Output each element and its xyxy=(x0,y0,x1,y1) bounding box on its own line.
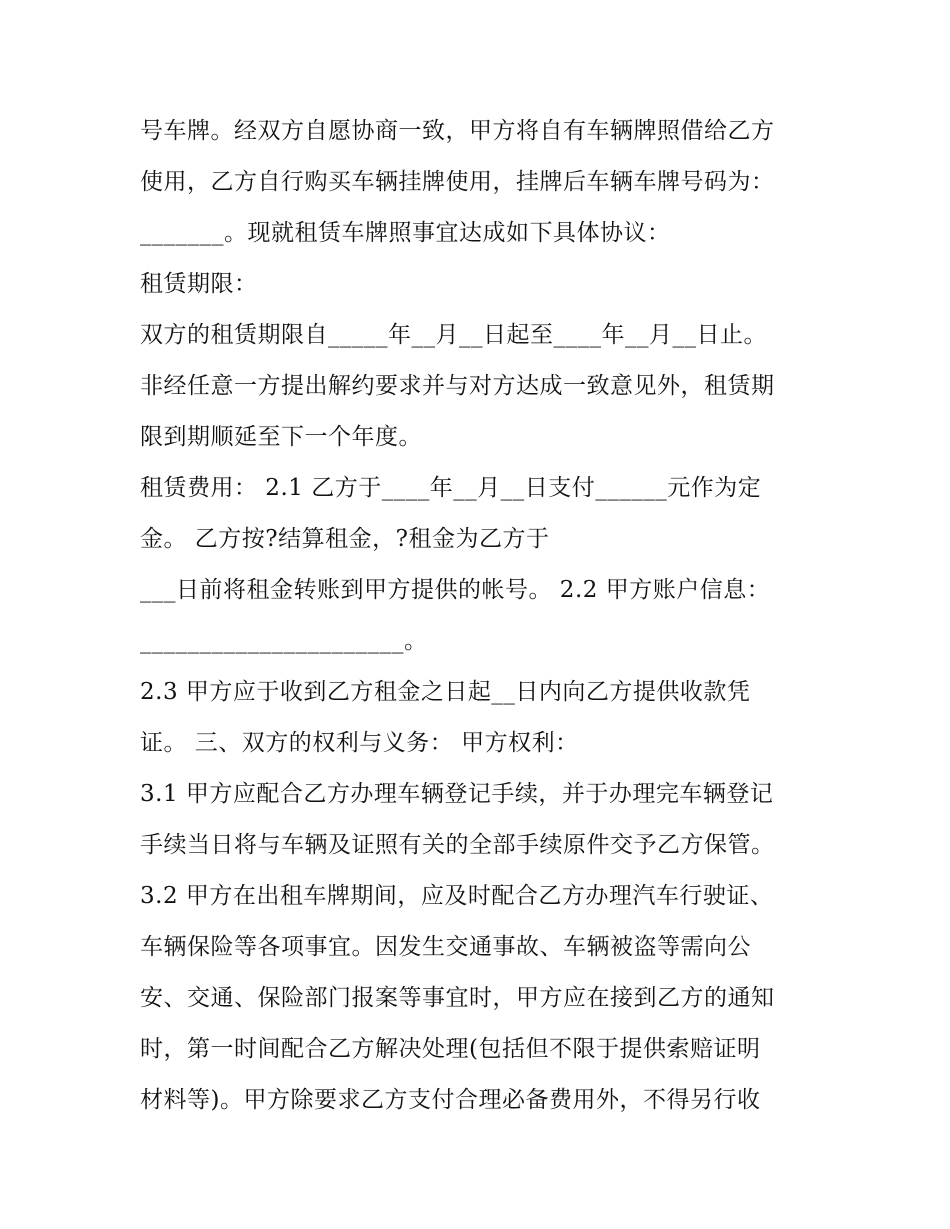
text-line-13: 证。 三、双方的权利与义务： 甲方权利： xyxy=(140,730,579,756)
text-line-19: 时，第一时间配合乙方解决处理(包括但不限于提供索赔证明 xyxy=(140,1036,761,1062)
contract-text-block xyxy=(140,106,840,1126)
text-line-1: 号车牌。经双方自愿协商一致，甲方将自有车辆牌照借给乙方 xyxy=(140,118,775,144)
text-line-12: 2.3 甲方应于收到乙方租金之日起__日内向乙方提供收款凭 xyxy=(140,679,751,705)
text-line-15: 手续当日将与车辆及证照有关的全部手续原件交予乙方保管。 xyxy=(140,832,775,858)
text-line-7: 限到期顺延至下一个年度。 xyxy=(140,424,422,450)
text-line-3: _______。现就租赁车牌照事宜达成如下具体协议： xyxy=(140,220,671,246)
text-line-9: 金。 乙方按?结算租金，?租金为乙方于 xyxy=(140,526,550,552)
text-line-18: 安、交通、保险部门报案等事宜时，甲方应在接到乙方的通知 xyxy=(140,985,775,1011)
text-line-8: 租赁费用： 2.1 乙方于____年__月__日支付______元作为定 xyxy=(140,475,762,501)
text-line-17: 车辆保险等各项事宜。因发生交通事故、车辆被盗等需向公 xyxy=(140,934,751,960)
text-line-10: ___日前将租金转账到甲方提供的帐号。 2.2 甲方账户信息： xyxy=(140,577,771,603)
text-line-2: 使用，乙方自行购买车辆挂牌使用，挂牌后车辆车牌号码为： xyxy=(140,169,775,195)
text-line-6: 非经任意一方提出解约要求并与对方达成一致意见外，租赁期 xyxy=(140,373,775,399)
text-line-4: 租赁期限： xyxy=(140,271,258,297)
text-line-20: 材料等)。甲方除要求乙方支付合理必备费用外，不得另行收 xyxy=(140,1087,761,1113)
text-line-11: ______________________。 xyxy=(140,628,428,654)
text-line-16: 3.2 甲方在出租车牌期间，应及时配合乙方办理汽车行驶证、 xyxy=(140,883,774,909)
text-line-5: 双方的租赁期限自_____年__月__日起至____年__月__日止。 xyxy=(140,322,767,348)
text-line-14: 3.1 甲方应配合乙方办理车辆登记手续，并于办理完车辆登记 xyxy=(140,781,774,807)
